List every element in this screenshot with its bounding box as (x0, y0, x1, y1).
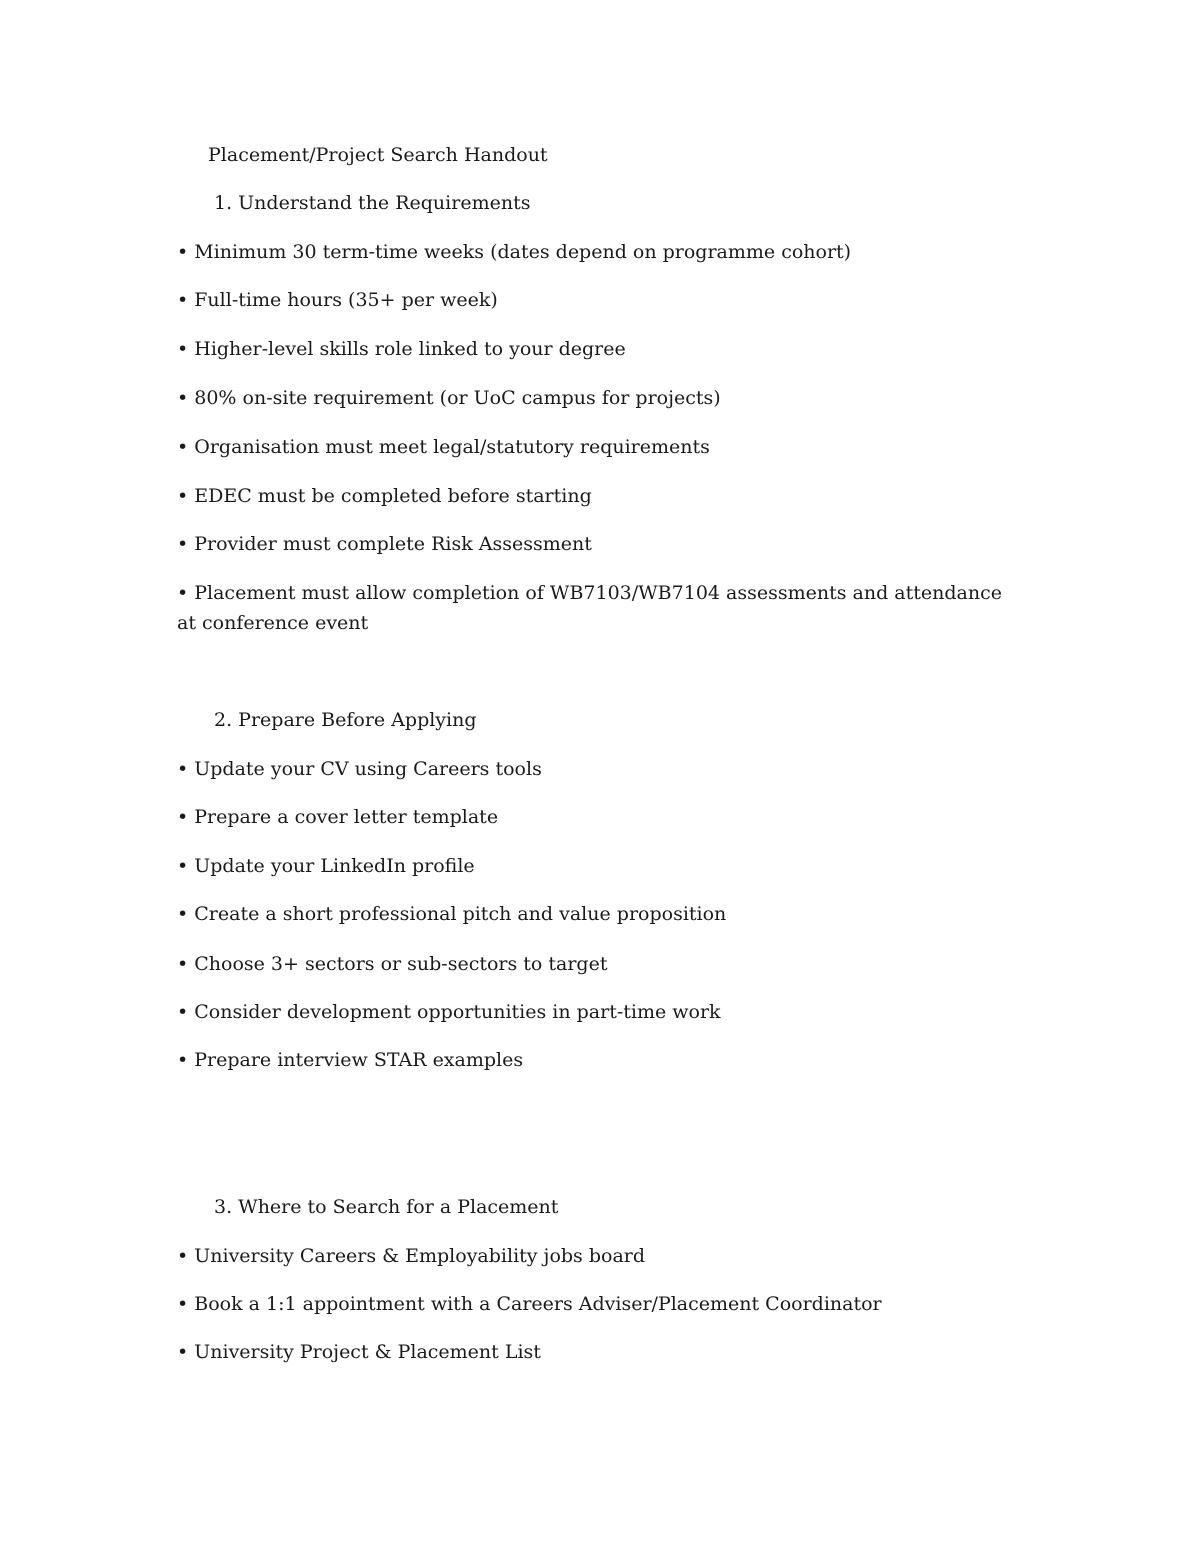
list-item: • University Careers & Employability jobs board (177, 1245, 646, 1267)
list-item: • Provider must complete Risk Assessment (177, 533, 592, 555)
list-item: • Organisation must meet legal/statutory requirements (177, 436, 710, 458)
list-item: • Prepare interview STAR examples (177, 1049, 524, 1071)
list-item: • Update your LinkedIn profile (177, 855, 475, 877)
list-item: • Prepare a cover letter template (177, 806, 499, 828)
list-item: • Update your CV using Careers tools (177, 758, 542, 780)
list-item: • 80% on-site requirement (or UoC campus for projects) (177, 387, 721, 409)
section-heading: 1. Understand the Requirements (214, 192, 531, 214)
list-item: • EDEC must be completed before starting (177, 485, 592, 507)
list-item: • Minimum 30 term-time weeks (dates depend on programme cohort) (177, 241, 852, 263)
list-item: • Book a 1:1 appointment with a Careers Adviser/Placement Coordinator (177, 1293, 882, 1315)
list-item: • Consider development opportunities in part-time work (177, 1001, 721, 1023)
document-title: Placement/Project Search Handout (208, 144, 548, 166)
list-item: • Choose 3+ sectors or sub-sectors to target (177, 953, 608, 975)
list-item: • Placement must allow completion of WB7103/WB7104 assessments and attendance at conference event (177, 582, 1002, 634)
list-item: • Full-time hours (35+ per week) (177, 289, 498, 311)
section-heading: 3. Where to Search for a Placement (214, 1196, 559, 1218)
list-item: • University Project & Placement List (177, 1341, 541, 1363)
list-item: • Create a short professional pitch and value proposition (177, 903, 727, 925)
section-heading: 2. Prepare Before Applying (214, 709, 477, 731)
list-item: • Higher-level skills role linked to your degree (177, 338, 626, 360)
